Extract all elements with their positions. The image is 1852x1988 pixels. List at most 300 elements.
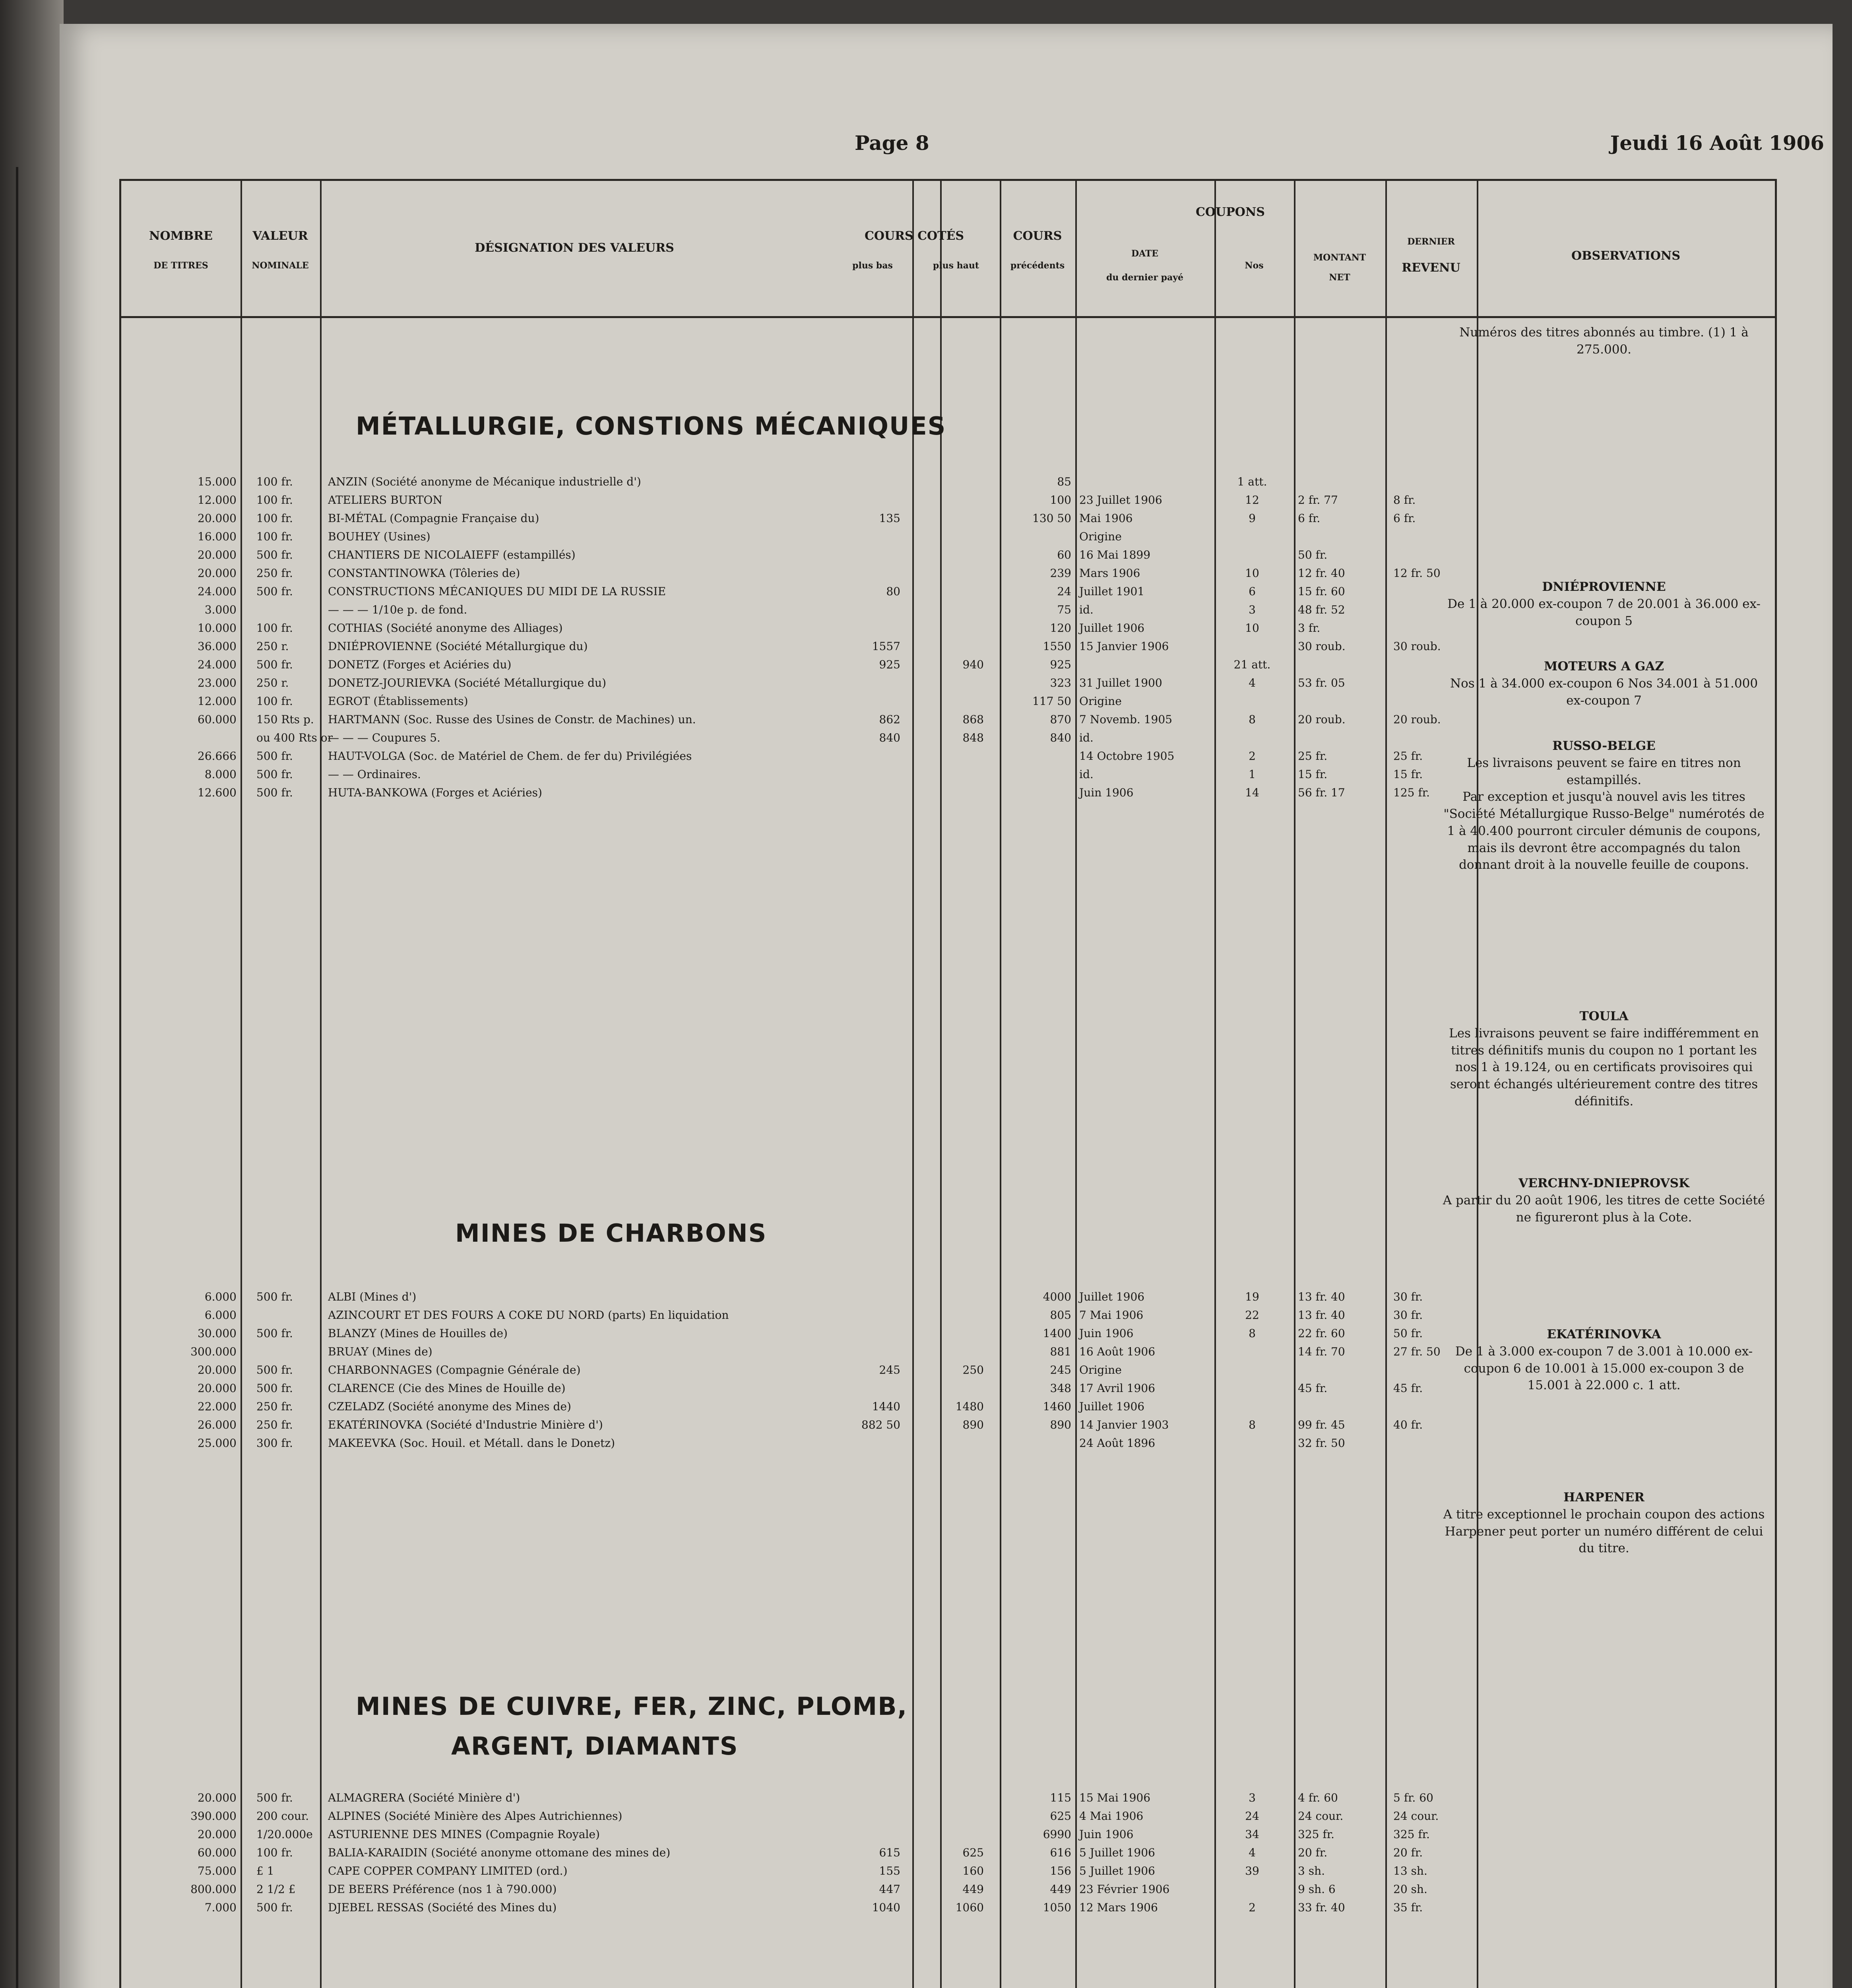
- cell-val: 500 fr.: [256, 1290, 293, 1303]
- obs-text: Par exception et jusqu'à nouvel avis les titres "Société Métallurgique Russo-Belge" numérotés de 1 à 40.400 pourront circuler démunis de coupons, mais ils devront être accompagnés du talon donnant droit à la nouvelle feuille de coupons.: [1443, 790, 1765, 872]
- cell-nb: 25.000: [198, 1437, 237, 1450]
- cell-no: 24: [1245, 1809, 1259, 1823]
- obs-russo-belge: [1441, 738, 1767, 874]
- cell-haut: 449: [962, 1883, 984, 1896]
- cell-val: 1/20.000e: [256, 1828, 313, 1841]
- cell-nb: 10.000: [198, 621, 237, 635]
- cell-date: 15 Janvier 1906: [1079, 640, 1169, 653]
- cell-no: 12: [1245, 493, 1259, 507]
- cell-prec: 75: [1057, 603, 1071, 616]
- cell-prec: 120: [1050, 621, 1071, 635]
- cell-des: CONSTRUCTIONS MÉCANIQUES DU MIDI DE LA RUSSIE: [328, 585, 666, 598]
- cell-bas: 135: [879, 512, 900, 525]
- cell-no: 19: [1245, 1290, 1259, 1303]
- cell-mnt: 3 sh.: [1298, 1864, 1325, 1877]
- hdr-precedents: précédents: [1010, 260, 1065, 271]
- obs-title: VERCHNY-DNIEPROVSK: [1518, 1176, 1689, 1190]
- cell-date: 23 Février 1906: [1079, 1883, 1170, 1896]
- cell-mnt: 20 fr.: [1298, 1846, 1328, 1859]
- obs-verchny: [1441, 1175, 1767, 1226]
- cell-des: ALBI (Mines d'): [328, 1290, 417, 1303]
- cell-no: 2: [1249, 1901, 1256, 1914]
- running-head: [60, 131, 1836, 163]
- hdr-dernier: DERNIER: [1407, 237, 1455, 247]
- cell-nb: 30.000: [198, 1327, 237, 1340]
- table-row: [121, 640, 1775, 657]
- cell-prec: 130 50: [1032, 512, 1071, 525]
- cell-mnt: 6 fr.: [1298, 512, 1321, 525]
- cell-val: £ 1: [256, 1864, 274, 1877]
- obs-toula: [1441, 1008, 1767, 1110]
- col-nombre: [121, 181, 242, 1988]
- cell-prec: 870: [1050, 713, 1071, 726]
- table-row: [121, 493, 1775, 511]
- obs-ekaterinovka: [1441, 1326, 1767, 1394]
- cell-haut: 250: [962, 1363, 984, 1376]
- cell-prec: 117 50: [1032, 695, 1071, 708]
- cell-des: CONSTANTINOWKA (Tôleries de): [328, 567, 520, 580]
- cell-des: DNIÉPROVIENNE (Société Métallurgique du): [328, 640, 588, 653]
- cell-nb: 12.000: [198, 695, 237, 708]
- cell-val: 500 fr.: [256, 658, 293, 671]
- cell-date: Juin 1906: [1079, 1828, 1134, 1841]
- obs-title: HARPENER: [1563, 1490, 1644, 1505]
- cell-bas: 1440: [872, 1400, 900, 1413]
- cell-bas: 615: [879, 1846, 900, 1859]
- cell-bas: 447: [879, 1883, 900, 1896]
- table-row: [121, 548, 1775, 566]
- cell-date: 14 Octobre 1905: [1079, 749, 1175, 763]
- cell-haut: 160: [962, 1864, 984, 1877]
- cell-date: 16 Août 1906: [1079, 1345, 1156, 1358]
- cell-haut: 848: [962, 731, 984, 744]
- hdr-plus-bas: plus bas: [852, 260, 893, 271]
- cell-bas: 155: [879, 1864, 900, 1877]
- cell-date: 7 Novemb. 1905: [1079, 713, 1172, 726]
- cell-mnt: 99 fr. 45: [1298, 1418, 1345, 1431]
- obs-title: DNIÉPROVIENNE: [1542, 580, 1666, 594]
- hdr-nombre: NOMBRE: [149, 229, 213, 243]
- cell-prec: 805: [1050, 1309, 1071, 1322]
- cell-haut: 1480: [955, 1400, 984, 1413]
- cell-mnt: 53 fr. 05: [1298, 676, 1345, 689]
- cell-nb: 26.666: [198, 749, 237, 763]
- cell-des: CHARBONNAGES (Compagnie Générale de): [328, 1363, 581, 1376]
- cell-nb: 7.000: [204, 1901, 237, 1914]
- cell-bas: 862: [879, 713, 900, 726]
- cell-mnt: 32 fr. 50: [1298, 1437, 1345, 1450]
- cell-date: 16 Mai 1899: [1079, 548, 1151, 561]
- cell-val: 100 fr.: [256, 512, 293, 525]
- cell-prec: 348: [1050, 1382, 1071, 1395]
- cell-des: COTHIAS (Société anonyme des Alliages): [328, 621, 563, 635]
- table-row: [121, 1290, 1775, 1308]
- cell-no: 3: [1249, 1791, 1256, 1804]
- cell-mnt: 12 fr. 40: [1298, 567, 1345, 580]
- cell-des: BRUAY (Mines de): [328, 1345, 432, 1358]
- cell-des: CAPE COPPER COMPANY LIMITED (ord.): [328, 1864, 568, 1877]
- cell-rev: 24 cour.: [1393, 1809, 1439, 1823]
- table-row: [121, 1864, 1775, 1882]
- cell-prec: 100: [1050, 493, 1071, 507]
- cell-nb: 20.000: [198, 512, 237, 525]
- cell-date: 17 Avril 1906: [1079, 1382, 1155, 1395]
- cell-des: EKATÉRINOVKA (Société d'Industrie Minière d'): [328, 1418, 603, 1431]
- obs-text: A titre exceptionnel le prochain coupon des actions Harpener peut porter un numéro différent de celui du titre.: [1443, 1507, 1765, 1556]
- cell-rev: 35 fr.: [1393, 1901, 1423, 1914]
- cell-des: ANZIN (Société anonyme de Mécanique industrielle d'): [328, 475, 641, 488]
- cell-nb: 12.600: [198, 786, 237, 799]
- cell-prec: 925: [1050, 658, 1071, 671]
- cell-bas: 1040: [872, 1901, 900, 1914]
- table-row: [121, 475, 1775, 493]
- cell-val: 150 Rts p.: [256, 713, 314, 726]
- cell-rev: 12 fr. 50: [1393, 567, 1441, 580]
- cell-des: CHANTIERS DE NICOLAIEFF (estampillés): [328, 548, 576, 561]
- cell-mnt: 14 fr. 70: [1298, 1345, 1345, 1358]
- cell-no: 21 att.: [1233, 658, 1271, 671]
- cell-no: 6: [1249, 585, 1256, 598]
- cell-nb: 26.000: [198, 1418, 237, 1431]
- cell-date: Origine: [1079, 695, 1122, 708]
- cell-mnt: 9 sh. 6: [1298, 1883, 1336, 1896]
- cell-val: 100 fr.: [256, 695, 293, 708]
- cell-val: 100 fr.: [256, 621, 293, 635]
- cell-mnt: 25 fr.: [1298, 749, 1328, 763]
- cell-no: 10: [1245, 567, 1259, 580]
- cell-no: 14: [1245, 786, 1259, 799]
- cell-val: 500 fr.: [256, 585, 293, 598]
- hdr-dernier-paye: du dernier payé: [1106, 272, 1184, 283]
- obs-title: MOTEURS A GAZ: [1544, 659, 1664, 674]
- cell-rev: 6 fr.: [1393, 512, 1416, 525]
- cell-date: Mai 1906: [1079, 512, 1133, 525]
- cell-rev: 30 fr.: [1393, 1290, 1423, 1303]
- cell-mnt: 13 fr. 40: [1298, 1290, 1345, 1303]
- cell-date: id.: [1079, 768, 1094, 781]
- table-row: [121, 1828, 1775, 1845]
- cell-date: 5 Juillet 1906: [1079, 1864, 1155, 1877]
- issue-date: Jeudi 16 Août 1906: [1610, 131, 1824, 155]
- cell-prec: 245: [1050, 1363, 1071, 1376]
- table-row: [121, 512, 1775, 529]
- cell-val: 500 fr.: [256, 1327, 293, 1340]
- cell-date: 12 Mars 1906: [1079, 1901, 1158, 1914]
- cell-rev: 15 fr.: [1393, 768, 1423, 781]
- cell-des: DJEBEL RESSAS (Société des Mines du): [328, 1901, 557, 1914]
- cell-des: BOUHEY (Usines): [328, 530, 431, 543]
- hdr-cours-cotes: COURS COTÉS: [864, 229, 964, 243]
- cell-des: ATELIERS BURTON: [328, 493, 442, 507]
- cell-rev: 325 fr.: [1393, 1828, 1430, 1841]
- hdr-coupons: COUPONS: [1196, 205, 1265, 219]
- cell-prec: 1460: [1043, 1400, 1071, 1413]
- cell-des: ALPINES (Société Minière des Alpes Autrichiennes): [328, 1809, 623, 1823]
- cell-mnt: 15 fr.: [1298, 768, 1328, 781]
- cell-no: 4: [1249, 1846, 1256, 1859]
- cell-date: Juillet 1906: [1079, 621, 1145, 635]
- cell-mnt: 45 fr.: [1298, 1382, 1328, 1395]
- section-metallurgie: MÉTALLURGIE, CONSTIONS MÉCANIQUES: [356, 412, 946, 441]
- cell-mnt: 4 fr. 60: [1298, 1791, 1338, 1804]
- cell-rev: 25 fr.: [1393, 749, 1423, 763]
- cell-rev: 45 fr.: [1393, 1382, 1423, 1395]
- cell-nb: 24.000: [198, 585, 237, 598]
- cell-val: 200 cour.: [256, 1809, 309, 1823]
- cell-rev: 13 sh.: [1393, 1864, 1427, 1877]
- cell-date: 31 Juillet 1900: [1079, 676, 1162, 689]
- section-charbons: MINES DE CHARBONS: [455, 1219, 767, 1248]
- cell-prec: 449: [1050, 1883, 1071, 1896]
- cell-rev: 30 fr.: [1393, 1309, 1423, 1322]
- cell-prec: 625: [1050, 1809, 1071, 1823]
- cell-val: 500 fr.: [256, 749, 293, 763]
- cell-nb: 15.000: [198, 475, 237, 488]
- cell-date: Origine: [1079, 530, 1122, 543]
- cell-mnt: 48 fr. 52: [1298, 603, 1345, 616]
- cell-date: Origine: [1079, 1363, 1122, 1376]
- cell-mnt: 50 fr.: [1298, 548, 1328, 561]
- table-row: [121, 1418, 1775, 1436]
- cell-nb: 20.000: [198, 567, 237, 580]
- cell-prec: 840: [1050, 731, 1071, 744]
- cell-bas: 1557: [872, 640, 900, 653]
- cell-nb: 300.000: [190, 1345, 237, 1358]
- hdr-revenu: REVENU: [1402, 261, 1460, 275]
- cell-val: 500 fr.: [256, 1382, 293, 1395]
- cell-no: 34: [1245, 1828, 1259, 1841]
- cell-haut: 890: [962, 1418, 984, 1431]
- cell-rev: 125 fr.: [1393, 786, 1430, 799]
- cell-bas: 245: [879, 1363, 900, 1376]
- cell-val: 250 r.: [256, 676, 289, 689]
- cell-val: 250 r.: [256, 640, 289, 653]
- cell-des: ASTURIENNE DES MINES (Compagnie Royale): [328, 1828, 600, 1841]
- cell-date: 14 Janvier 1903: [1079, 1418, 1169, 1431]
- cell-nb: 6.000: [204, 1290, 237, 1303]
- cell-no: 8: [1249, 1327, 1256, 1340]
- cell-no: 3: [1249, 603, 1256, 616]
- table-row: [121, 1400, 1775, 1417]
- cell-mnt: 2 fr. 77: [1298, 493, 1338, 507]
- cell-rev: 20 roub.: [1393, 713, 1441, 726]
- cell-nb: 60.000: [198, 1846, 237, 1859]
- cell-mnt: 325 fr.: [1298, 1828, 1334, 1841]
- cell-mnt: 30 roub.: [1298, 640, 1346, 653]
- cell-mnt: 22 fr. 60: [1298, 1327, 1345, 1340]
- cell-no: 10: [1245, 621, 1259, 635]
- col-coupon-no: [1214, 181, 1295, 1988]
- cell-des: DE BEERS Préférence (nos 1 à 790.000): [328, 1883, 557, 1896]
- cell-des: ALMAGRERA (Société Minière d'): [328, 1791, 520, 1804]
- cell-mnt: 13 fr. 40: [1298, 1309, 1345, 1322]
- cell-no: 2: [1249, 749, 1256, 763]
- cell-rev: 40 fr.: [1393, 1418, 1423, 1431]
- cell-val: 250 fr.: [256, 1400, 293, 1413]
- cell-nb: 390.000: [190, 1809, 237, 1823]
- cell-date: 4 Mai 1906: [1079, 1809, 1144, 1823]
- cell-prec: 890: [1050, 1418, 1071, 1431]
- cell-no: 4: [1249, 676, 1256, 689]
- cell-des: CZELADZ (Société anonyme des Mines de): [328, 1400, 571, 1413]
- obs-title: TOULA: [1579, 1009, 1629, 1023]
- section-cuivre-line2: ARGENT, DIAMANTS: [451, 1732, 739, 1761]
- obs-dnieprovienne: [1441, 579, 1767, 629]
- cell-no: 22: [1245, 1309, 1259, 1322]
- header-rule: [121, 316, 1775, 318]
- cell-rev: 30 roub.: [1393, 640, 1441, 653]
- cell-date: Juillet 1906: [1079, 1400, 1145, 1413]
- cell-des: AZINCOURT ET DES FOURS A COKE DU NORD (parts) En liquidation: [328, 1309, 729, 1322]
- cell-date: 23 Juillet 1906: [1079, 493, 1162, 507]
- cell-prec: 1550: [1043, 640, 1071, 653]
- cell-no: 1: [1249, 768, 1256, 781]
- table-row: [121, 713, 1775, 730]
- hdr-no: Nos: [1245, 260, 1264, 271]
- cell-val: 250 fr.: [256, 567, 293, 580]
- cell-des: DONETZ-JOURIEVKA (Société Métallurgique du): [328, 676, 607, 689]
- col-coupon-montant: [1294, 181, 1387, 1988]
- cell-mnt: 15 fr. 60: [1298, 585, 1345, 598]
- cell-bas: 925: [879, 658, 900, 671]
- cell-no: 1 att.: [1237, 475, 1267, 488]
- obs-text: Nos 1 à 34.000 ex-coupon 6 Nos 34.001 à 51.000 ex-coupon 7: [1450, 676, 1758, 708]
- cell-des: — — — 1/10e p. de fond.: [328, 603, 467, 616]
- cell-val: 2 1/2 £: [256, 1883, 296, 1896]
- hdr-plus-haut: plus haut: [933, 260, 979, 271]
- cell-date: id.: [1079, 731, 1094, 744]
- cell-prec: 881: [1050, 1345, 1071, 1358]
- cell-val: 300 fr.: [256, 1437, 293, 1450]
- cell-nb: 12.000: [198, 493, 237, 507]
- obs-text: De 1 à 20.000 ex-coupon 7 de 20.001 à 36.000 ex-coupon 5: [1447, 596, 1761, 628]
- hdr-net: NET: [1329, 272, 1350, 283]
- col-plus-haut: [912, 181, 1001, 1988]
- cell-val: 500 fr.: [256, 548, 293, 561]
- cell-nb: 20.000: [198, 548, 237, 561]
- obs-text: Les livraisons peuvent se faire en titres non estampillés.: [1467, 755, 1741, 787]
- cell-nb: 24.000: [198, 658, 237, 671]
- cell-nb: 16.000: [198, 530, 237, 543]
- cell-prec: 60: [1057, 548, 1071, 561]
- cell-nb: 20.000: [198, 1791, 237, 1804]
- cell-des: BALIA-KARAIDIN (Société anonyme ottomane des mines de): [328, 1846, 671, 1859]
- cell-haut: 868: [962, 713, 984, 726]
- cell-no: 39: [1245, 1864, 1259, 1877]
- adjacent-page-edge: [0, 0, 64, 1988]
- cell-rev: 20 fr.: [1393, 1846, 1423, 1859]
- cell-date: 5 Juillet 1906: [1079, 1846, 1155, 1859]
- cell-rev: 27 fr. 50: [1393, 1345, 1441, 1358]
- cell-nb: 20.000: [198, 1828, 237, 1841]
- cell-rev: 20 sh.: [1393, 1883, 1427, 1896]
- cell-des: BLANZY (Mines de Houilles de): [328, 1327, 508, 1340]
- cell-mnt: 33 fr. 40: [1298, 1901, 1345, 1914]
- cell-val: 500 fr.: [256, 1363, 293, 1376]
- cell-date: 7 Mai 1906: [1079, 1309, 1144, 1322]
- table-row: [121, 1309, 1775, 1326]
- cell-des: HUTA-BANKOWA (Forges et Aciéries): [328, 786, 542, 799]
- cell-nb: 75.000: [198, 1864, 237, 1877]
- cell-des: CLARENCE (Cie des Mines de Houille de): [328, 1382, 566, 1395]
- cell-haut: 940: [962, 658, 984, 671]
- cell-des: HARTMANN (Soc. Russe des Usines de Constr. de Machines) un.: [328, 713, 696, 726]
- cell-nb: 20.000: [198, 1382, 237, 1395]
- cell-mnt: 56 fr. 17: [1298, 786, 1345, 799]
- cell-prec: 1050: [1043, 1901, 1071, 1914]
- cell-des: — — Ordinaires.: [328, 768, 421, 781]
- hdr-observations: OBSERVATIONS: [1571, 249, 1681, 263]
- table-row: [121, 1437, 1775, 1454]
- cell-prec: 239: [1050, 567, 1071, 580]
- cell-nb: 60.000: [198, 713, 237, 726]
- cell-val: ou 400 Rts or: [256, 731, 333, 744]
- cell-date: Mars 1906: [1079, 567, 1140, 580]
- obs-title: EKATÉRINOVKA: [1547, 1327, 1661, 1342]
- table-row: [121, 1846, 1775, 1864]
- cell-date: 24 Août 1896: [1079, 1437, 1156, 1450]
- hdr-de-titres: DE TITRES: [153, 260, 208, 271]
- table-row: [121, 1883, 1775, 1900]
- hdr-valeur: VALEUR: [252, 229, 308, 243]
- page-number: Page 8: [855, 131, 929, 155]
- cell-haut: 1060: [955, 1901, 984, 1914]
- cell-date: id.: [1079, 603, 1094, 616]
- stock-table: [119, 179, 1777, 1988]
- cell-haut: 625: [962, 1846, 984, 1859]
- obs-text: A partir du 20 août 1906, les titres de cette Société ne figureront plus à la Cote.: [1443, 1193, 1765, 1225]
- cell-date: Juin 1906: [1079, 786, 1134, 799]
- cell-prec: 616: [1050, 1846, 1071, 1859]
- cell-nb: 23.000: [198, 676, 237, 689]
- cell-des: BI-MÉTAL (Compagnie Française du): [328, 512, 539, 525]
- cell-des: MAKEEVKA (Soc. Houil. et Métall. dans le Donetz): [328, 1437, 615, 1450]
- hdr-nominale: NOMINALE: [252, 260, 309, 271]
- cell-des: DONETZ (Forges et Aciéries du): [328, 658, 512, 671]
- cell-rev: 5 fr. 60: [1393, 1791, 1433, 1804]
- hdr-designation: DÉSIGNATION DES VALEURS: [475, 241, 674, 255]
- cell-prec: 4000: [1043, 1290, 1071, 1303]
- cell-date: Juillet 1906: [1079, 1290, 1145, 1303]
- cell-prec: 1400: [1043, 1327, 1071, 1340]
- cell-rev: 8 fr.: [1393, 493, 1416, 507]
- cell-bas: 840: [879, 731, 900, 744]
- cell-des: EGROT (Établissements): [328, 695, 468, 708]
- cell-nb: 36.000: [198, 640, 237, 653]
- col-valeur: [240, 181, 333, 1988]
- cell-nb: 20.000: [198, 1363, 237, 1376]
- section-cuivre-line1: MINES DE CUIVRE, FER, ZINC, PLOMB,: [356, 1692, 908, 1721]
- cell-mnt: 3 fr.: [1298, 621, 1321, 635]
- obs-harpener: [1441, 1489, 1767, 1557]
- col-cours-prec: [1000, 181, 1077, 1988]
- cell-no: 8: [1249, 1418, 1256, 1431]
- cell-nb: 8.000: [204, 768, 237, 781]
- obs-text: Les livraisons peuvent se faire indifféremment en titres définitifs munis du coupon no 1 portant les nos 1 à 19.124, ou en certificats provisoires qui seront échangés ultérieurement contre des titres définitifs.: [1449, 1026, 1759, 1109]
- obs-title: RUSSO-BELGE: [1552, 739, 1656, 753]
- obs-text: De 1 à 3.000 ex-coupon 7 de 3.001 à 10.000 ex-coupon 6 de 10.001 à 15.000 ex-coupon 3 de 15.001 à 22.000 c. 1 att.: [1455, 1344, 1753, 1393]
- table-row: [121, 1901, 1775, 1918]
- cell-prec: 115: [1050, 1791, 1071, 1804]
- cell-val: 500 fr.: [256, 786, 293, 799]
- table-row: [121, 530, 1775, 547]
- cell-des: HAUT-VOLGA (Soc. de Matériel de Chem. de fer du) Privilégiées: [328, 749, 692, 763]
- cell-val: 500 fr.: [256, 768, 293, 781]
- cell-no: 8: [1249, 713, 1256, 726]
- cell-val: 100 fr.: [256, 475, 293, 488]
- cell-val: 500 fr.: [256, 1901, 293, 1914]
- hdr-cours: COURS: [1013, 229, 1062, 243]
